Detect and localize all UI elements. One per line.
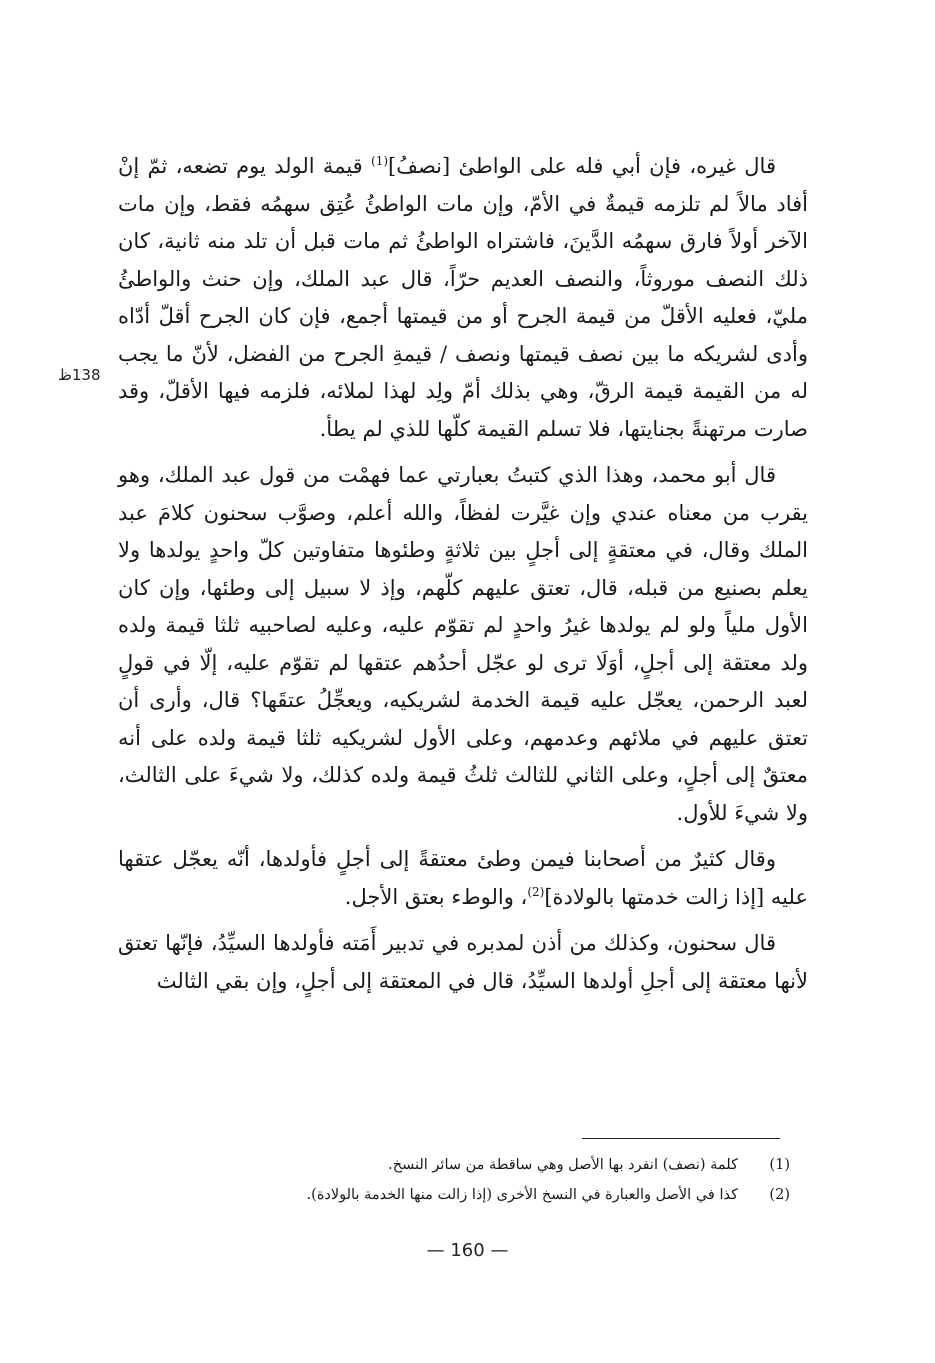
paragraph-3-text-start: وقال كثيرٌ من أصحابنا فيمن وطئ معتقةً إلى أجلٍ فأولدها، أنّه يعجّل عتقها عليه [إذا زالت خدمتها بالولادة] xyxy=(118,847,808,909)
footnote-text: كلمة (نصف) انفرد بها الأصل وهي ساقطة من سائر النسخ. xyxy=(388,1157,738,1173)
paragraph-2 xyxy=(118,457,808,832)
page-number: — 160 — xyxy=(426,1240,509,1261)
footnote-ref-1[interactable]: (1) xyxy=(371,154,389,168)
footnote-number: (2) xyxy=(769,1187,790,1203)
footnote-text: كذا في الأصل والعبارة في النسخ الأخرى (إذا زالت منها الخدمة بالولادة). xyxy=(306,1187,738,1203)
paragraph-3-text-end: ، والوطء بعتق الأجل. xyxy=(344,884,528,909)
paragraph-2-text: قال أبو محمد، وهذا الذي كتبتُ بعبارتي عما فهمْت من قول عبد الملك، وهو يقرب من معناه عندي وإن غيَّرت لفظاً، والله أعلم، وصوَّب سحنون كلامَ عبد الملك وقال، في معتقةٍ إلى أجلٍ بين ثلاثةٍ وطئوها متفاوتين كلّ واحدٍ يولدها ولا يعلم بصنيع من قبله، قال، تعتق عليهم كلّهم، وإذ لا سبيل إلى وطئها، وإن كان الأول ملياً ولو لم يولدها غيرُ واحدٍ لم تقوّم عليه، وعليه لصاحبيه ثلثا قيمة ولده ولد معتقة إلى أجلٍ، أوَلَا ترى لو عجّل أحدُهم عتقها لم تقوّم عليه، إلّا في قولٍ لعبد الرحمن، يعجّل عليه قيمة الخدمة لشريكيه، ويعجِّلُ عتقَها؟ قال، وأرى أن تعتق عليهم في ملائهم وعدمهم، وعلى الأول لشريكيه ثلثا قيمة ولده على أنه معتقٌ إلى أجلٍ، وعلى الثاني للثالث ثلثُ قيمة ولده كذلك، ولا شيءَ على الثالث، ولا شيءَ للأول. xyxy=(118,463,808,825)
footnote-1 xyxy=(200,1150,790,1180)
footnote-2 xyxy=(200,1180,790,1210)
paragraph-4 xyxy=(118,925,808,1000)
paragraph-4-text: قال سحنون، وكذلك من أذن لمدبره في تدبير أَمَته فأولدها السيِّدُ، فإنّها تعتق لأنها معتقة إلى أجلِ أولدها السيِّدُ، قال في المعتقة إلى أجلٍ، وإن بقي الثالث xyxy=(118,931,808,993)
paragraph-1-text-end: قيمة الولد يوم تضعه، ثمّ إنْ أفاد مالاً لم تلزمه قيمةٌ في الأمّ، وإن مات الواطئُ عُتِق سهمُه فقط، وإن مات الآخر أولاً فارق سهمُه الدَّينَ، فاشتراه الواطئُ ثم مات قبل أن تلد منه ثانية، كان ذلك النصف موروثاً، والنصف العديم حرّاً، قال عبد الملك، وإن حنث والواطئُ مليّ، فعليه الأقلّ من قيمة الجرح أو من قيمتها أجمع، فإن كان الجرح أقلّ أدّاه وأدى لشريكه ما بين نصف قيمتها ونصف / قيمةِ الجرح من الفضل، لأنّ ما يجب له من القيمة قيمة الرقّ، وهي بذلك أمّ ولِد لهذا لملائه، فلزمه فيها الأقلّ، وقد صارت مرتهنةً بجنايتها، فلا تسلم القيمة كلّها للذي لم يطأ. xyxy=(118,154,808,441)
footnotes xyxy=(200,1150,790,1210)
paragraph-1 xyxy=(118,148,808,448)
footnote-number: (1) xyxy=(769,1157,790,1173)
footnote-ref-2[interactable]: (2) xyxy=(527,884,545,899)
paragraph-3 xyxy=(118,841,808,916)
paragraph-1-text-start: قال غيره، فإن أبي فله على الواطئ [نصفُ] xyxy=(388,154,776,178)
footnote-separator xyxy=(582,1138,780,1139)
manuscript-folio-note: 138ظ xyxy=(58,366,101,384)
main-text xyxy=(118,148,808,1009)
